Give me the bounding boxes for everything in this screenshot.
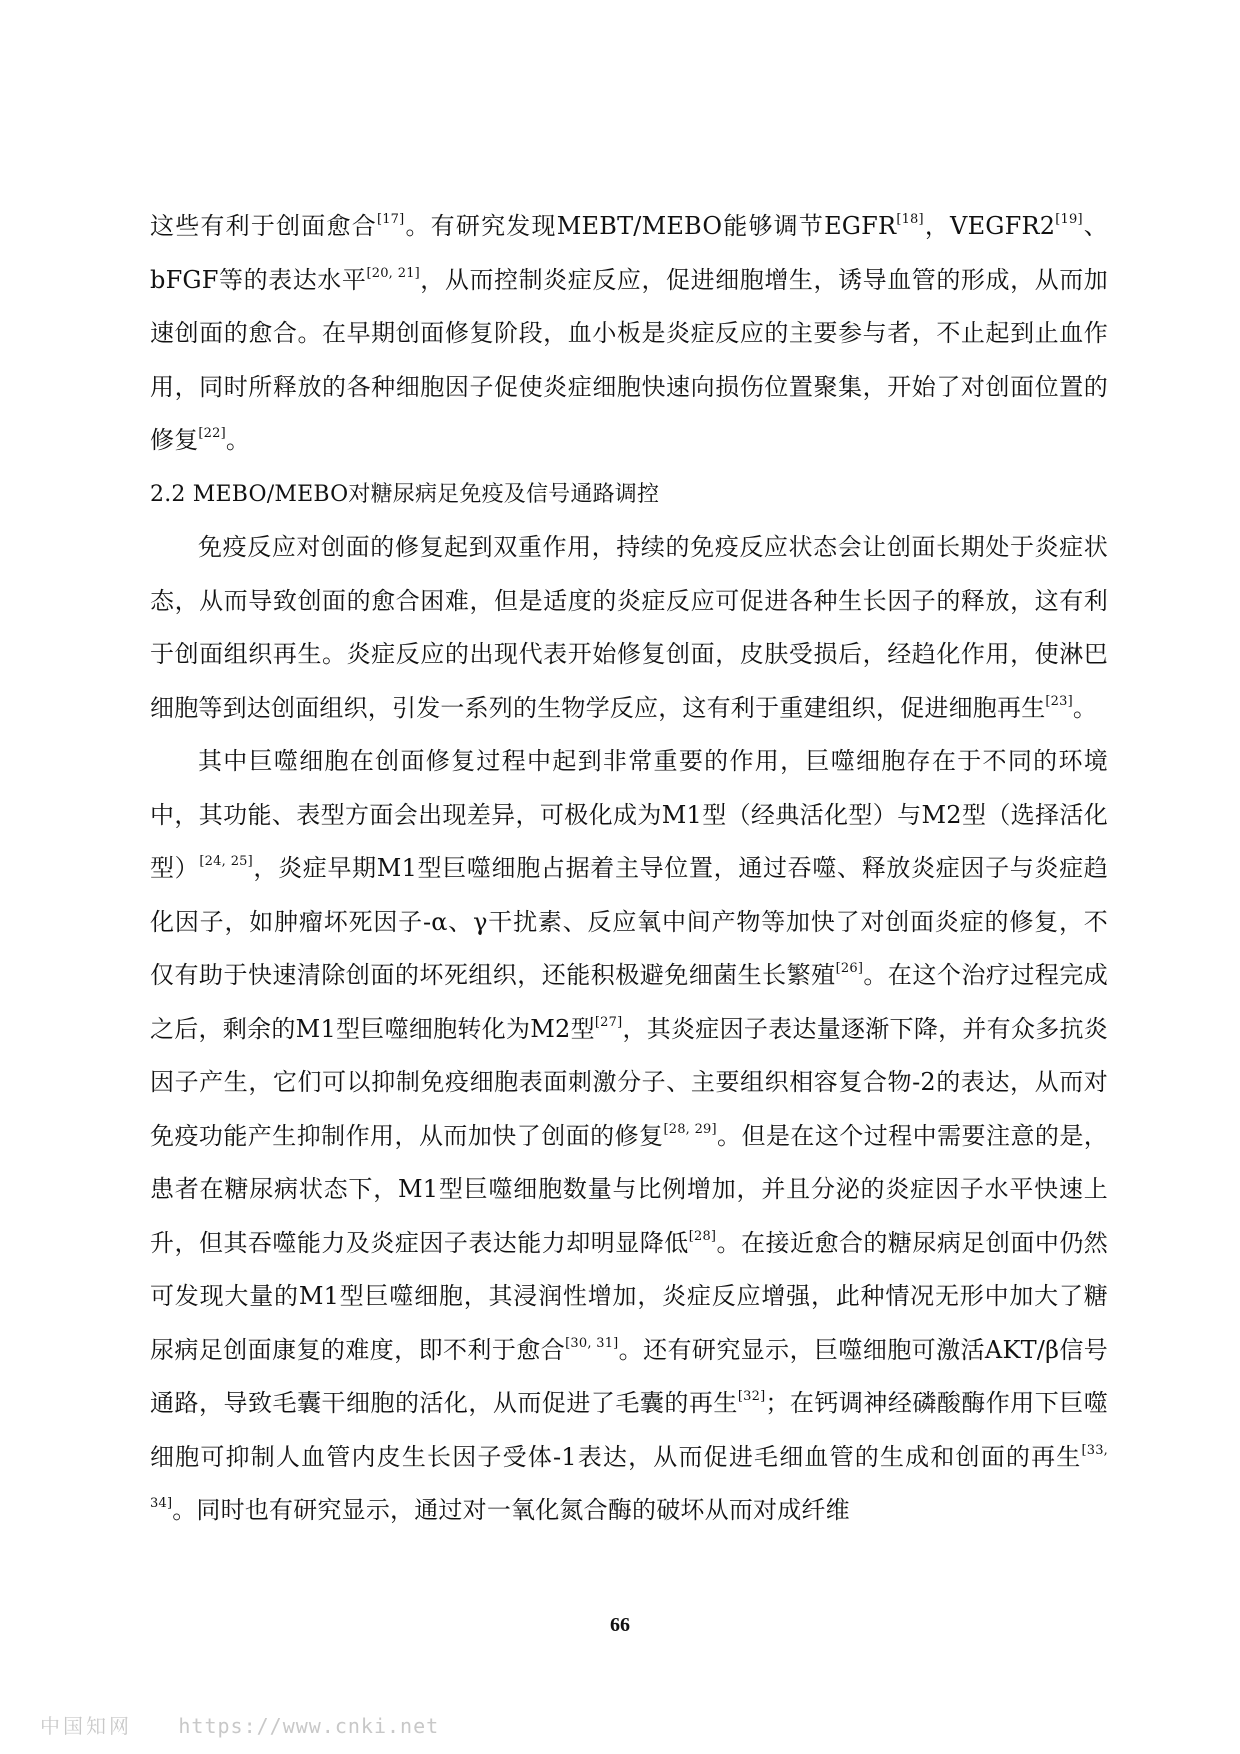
text-segment: 免疫反应对创面的修复起到双重作用，持续的免疫反应状态会让创面长期处于炎症状态，从而导致创面的愈合困难，但是适度的炎症反应可促进各种生长因子的释放，这有利于创面组织再生。炎症反应的出现代表开始修复创面，皮肤受损后，经趋化作用，使淋巴细胞等到达创面组织，引发一系列的生物学反应，这有利于重建组织，促进细胞再生 — [150, 533, 1108, 722]
paragraph — [150, 200, 1108, 468]
text-segment: 其中巨噬细胞在创面修复过程中起到非常重要的作用，巨噬细胞存在于不同的环境中，其功能、表型方面会出现差异，可极化成为M1型（经典活化型）与M2型（选择活化型） — [150, 747, 1108, 882]
text-segment: 2.2 MEBO/MEBO对糖尿病足免疫及信号通路调控 — [150, 481, 660, 507]
citation-marker: [18] — [896, 212, 924, 227]
text-segment: 。在接近愈合的糖尿病足创面中仍然可发现大量的M1型巨噬细胞，其浸润性增加，炎症反应增强，此种情况无形中加大了糖尿病足创面康复的难度，即不利于愈合 — [150, 1228, 1109, 1364]
text-segment: ，炎症早期M1型巨噬细胞占据着主导位置，通过吞噬、释放炎症因子与炎症趋化因子，如肿瘤坏死因子-α、γ干扰素、反应氧中间产物等加快了对创面炎症的修复，不仅有助于快速清除创面的坏死组织，还能积极避免细菌生长繁殖 — [150, 854, 1109, 989]
citation-marker: [30, 31] — [565, 1335, 619, 1351]
citation-marker: [32] — [737, 1389, 766, 1404]
text-segment: ，其炎症因子表达量逐渐下降，并有众多抗炎因子产生，它们可以抑制免疫细胞表面刺激分子、主要组织相容复合物-2的表达，从而对免疫功能产生抑制作用，从而加快了创面的修复 — [150, 1014, 1108, 1150]
citation-marker: [33, 34] — [150, 1442, 1108, 1511]
page-number: 66 — [610, 1614, 630, 1636]
text-segment: 。在这个治疗过程完成之后，剩余的M1型巨噬细胞转化为M2型 — [150, 961, 1108, 1043]
body-text — [150, 200, 1108, 1538]
citation-marker: [20, 21] — [366, 265, 420, 281]
text-segment: 。 — [225, 426, 251, 454]
text-segment: ；在钙调神经磷酸酶作用下巨噬细胞可抑制人血管内皮生长因子受体-1表达，从而促进毛细血管的生成和创面的再生 — [150, 1389, 1108, 1471]
citation-marker: [27] — [594, 1014, 623, 1030]
text-segment: 这些有利于创面愈合 — [150, 212, 377, 240]
citation-marker: [24, 25] — [199, 854, 253, 869]
text-segment: ，VEGFR2 — [923, 212, 1056, 240]
citation-marker: [28] — [688, 1228, 717, 1244]
watermark-brand: 中国知网 — [40, 1714, 132, 1738]
text-segment: 。 — [1072, 693, 1098, 722]
text-segment: 。同时也有研究显示，通过对一氧化氮合酶的破坏从而对成纤维 — [172, 1496, 850, 1524]
text-segment: ，从而控制炎症反应，促进细胞增生，诱导血管的形成，从而加速创面的愈合。在早期创面修复阶段，血小板是炎症反应的主要参与者，不止起到止血作用，同时所释放的各种细胞因子促使炎症细胞快速向损伤位置聚集，开始了对创面位置的修复 — [150, 265, 1108, 454]
paragraph — [150, 735, 1108, 1538]
text-segment: 。还有研究显示，巨噬细胞可激活AKT/β信号通路，导致毛囊干细胞的活化，从而促进了毛囊的再生 — [150, 1335, 1108, 1417]
citation-marker: [26] — [835, 961, 864, 976]
citation-marker: [22] — [198, 426, 226, 441]
section-heading — [150, 468, 1108, 522]
watermark-url: https://www.cnki.net — [178, 1714, 440, 1738]
citation-marker: [28, 29] — [663, 1121, 717, 1137]
text-segment: 、bFGF等的表达水平 — [150, 212, 1108, 294]
citation-marker: [19] — [1055, 212, 1083, 227]
paragraph — [150, 521, 1108, 735]
citation-marker: [23] — [1045, 693, 1073, 709]
text-segment: 。有研究发现MEBT/MEBO能够调节EGFR — [404, 212, 897, 240]
watermark — [40, 1710, 439, 1739]
citation-marker: [17] — [376, 212, 405, 227]
text-segment: 。但是在这个过程中需要注意的是，患者在糖尿病状态下，M1型巨噬细胞数量与比例增加，并且分泌的炎症因子水平快速上升，但其吞噬能力及炎症因子表达能力却明显降低 — [150, 1121, 1108, 1257]
